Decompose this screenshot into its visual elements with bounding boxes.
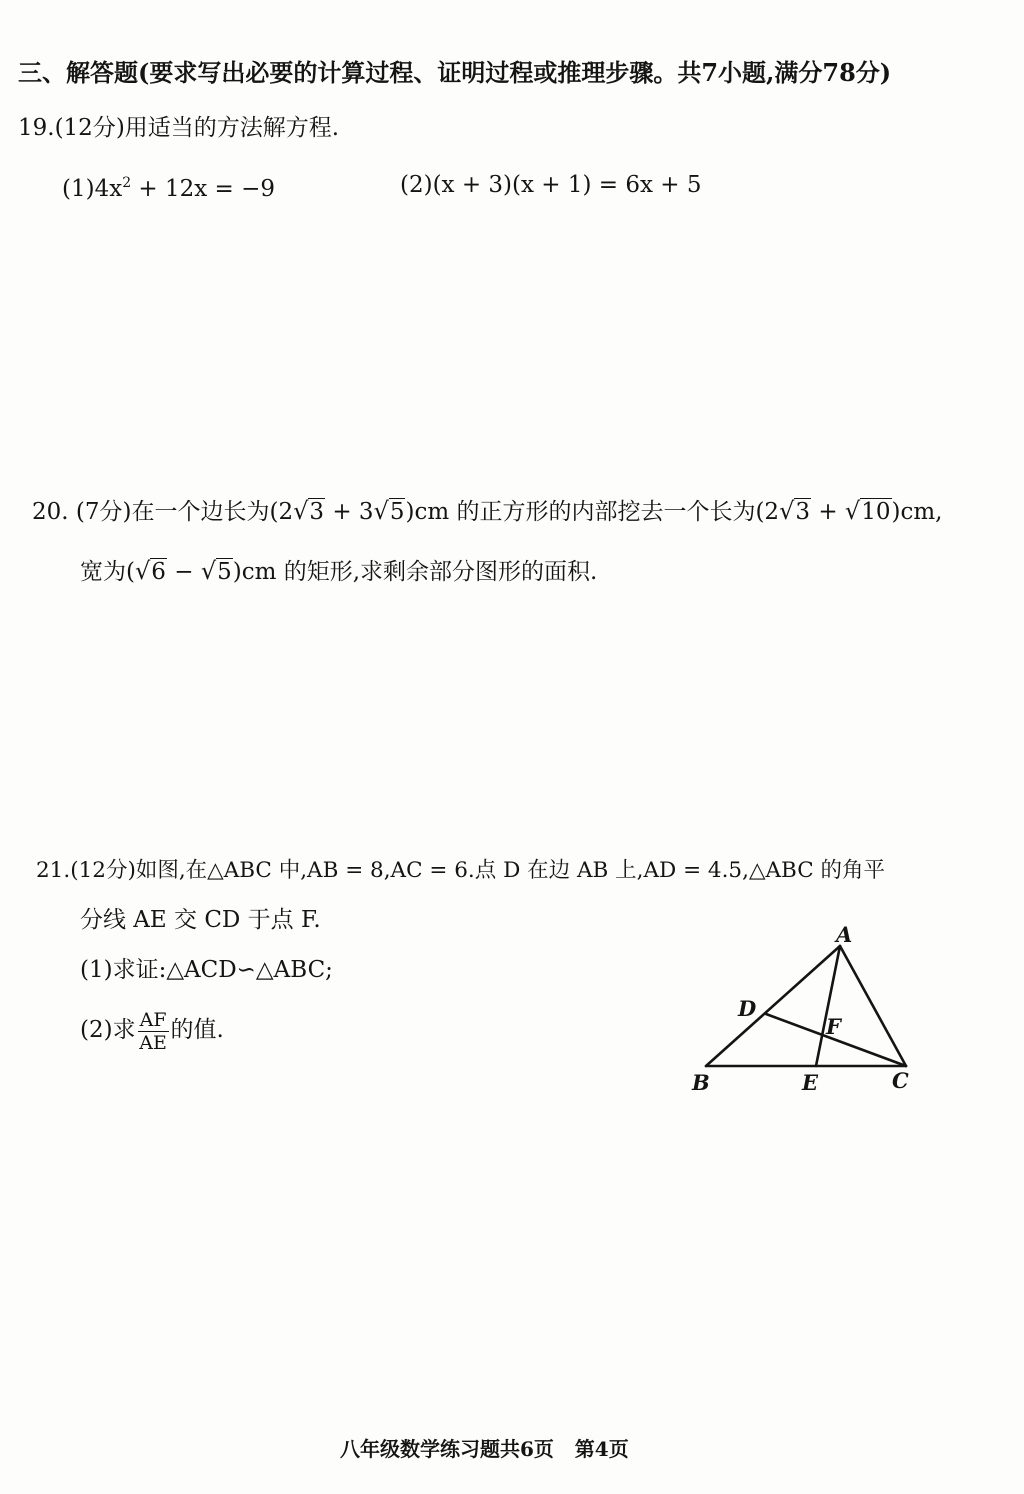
label-d: D (738, 996, 757, 1021)
q21-part2-post: 的值. (170, 1017, 224, 1043)
radicand: 5 (217, 559, 232, 585)
segment-ac (840, 946, 906, 1066)
sqrt-10: √10 (844, 497, 891, 525)
fraction-af-ae (138, 1009, 169, 1054)
q20-text-h: )cm 的矩形,求剩余部分图形的面积. (232, 559, 598, 585)
label-b: B (692, 1070, 710, 1095)
q20-text-a: 20. (7分)在一个边长为(2 (32, 499, 294, 525)
q20-line1 (32, 496, 942, 527)
q21-line1: 21.(12分)如图,在△ABC 中,AB = 8,AC = 6.点 D 在边 AB 上,AD = 4.5,△ABC 的角平 (36, 858, 885, 883)
fraction-denominator: AE (139, 1031, 167, 1054)
sqrt-5-b: √5 (200, 557, 232, 585)
q19-part2: (2)(x + 3)(x + 1) = 6x + 5 (400, 172, 702, 198)
q20-text-b: + 3 (325, 499, 374, 525)
triangle-figure (680, 918, 940, 1098)
radicand: 3 (795, 499, 811, 525)
q20-text-g: − (166, 559, 201, 585)
q21-part2 (80, 1005, 224, 1055)
q21-part2-pre: (2)求 (80, 1017, 136, 1043)
sqrt-6: √6 (134, 557, 166, 585)
page-footer: 八年级数学练习题共6页 第4页 (340, 1437, 629, 1461)
q19-stem: 19.(12分)用适当的方法解方程. (18, 115, 340, 141)
q21-line2: 分线 AE 交 CD 于点 F. (80, 907, 321, 933)
q19-part1-text-rest: + 12x = −9 (131, 176, 276, 202)
radicand: 10 (861, 499, 891, 525)
label-f: F (826, 1014, 841, 1039)
q20-text-f: 宽为( (80, 559, 135, 585)
radicand: 3 (309, 499, 325, 525)
label-c: C (892, 1068, 909, 1093)
q19-part1-text: (1)4x (62, 176, 123, 202)
q20-text-c: )cm 的正方形的内部挖去一个长为(2 (405, 499, 780, 525)
label-e: E (802, 1070, 819, 1095)
sqrt-5-a: √5 (373, 497, 405, 525)
q20-text-e: )cm, (891, 499, 943, 525)
sqrt-3-a: √3 (293, 497, 325, 525)
label-a: A (836, 922, 853, 947)
q20-line2 (80, 556, 597, 587)
q20-text-d: + (811, 499, 845, 525)
section-title: 三、解答题(要求写出必要的计算过程、证明过程或推理步骤。共7小题,满分78分) (18, 58, 892, 87)
sqrt-3-b: √3 (779, 497, 811, 525)
q19-part1-exponent: 2 (122, 175, 132, 191)
q21-part1: (1)求证:△ACD∽△ABC; (80, 957, 333, 983)
radicand: 5 (389, 499, 405, 525)
q19-part1 (62, 168, 275, 204)
radicand: 6 (151, 559, 166, 585)
fraction-numerator: AF (139, 1008, 167, 1031)
